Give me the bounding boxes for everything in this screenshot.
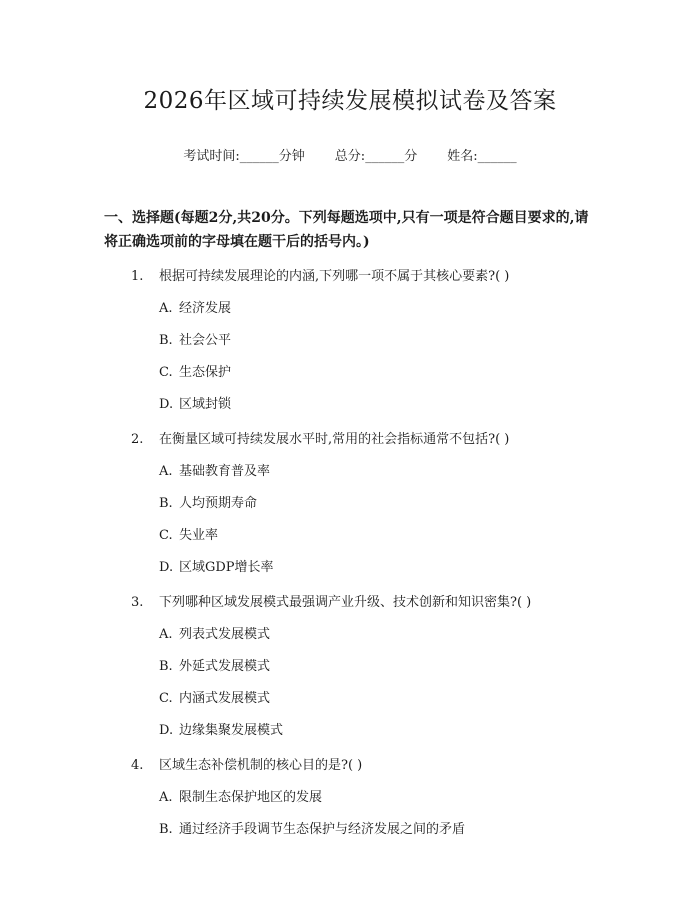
option-label: B. xyxy=(159,496,173,511)
question-text: 区域生态补偿机制的核心目的是?( ) xyxy=(159,758,363,773)
question-4 xyxy=(104,754,596,842)
option-label: A. xyxy=(159,301,173,316)
name-label: 姓名: xyxy=(447,149,478,164)
question-stem xyxy=(104,265,596,289)
option-label: B. xyxy=(159,333,173,348)
option-text: 基础教育普及率 xyxy=(179,464,271,479)
option-text: 社会公平 xyxy=(179,333,232,348)
question-number: 1. xyxy=(131,269,144,284)
option-d xyxy=(104,393,596,417)
question-stem xyxy=(104,428,596,452)
option-d xyxy=(104,556,596,580)
option-c xyxy=(104,524,596,548)
option-a xyxy=(104,623,596,647)
option-c xyxy=(104,361,596,385)
option-label: D. xyxy=(159,560,174,575)
option-text: 人均预期寿命 xyxy=(179,496,258,511)
section-heading: 一、选择题(每题2分,共20分。下列每题选项中,只有一项是符合题目要求的,请将正确选项前的字母填在题干后的括号内。) xyxy=(104,210,589,250)
option-text: 生态保护 xyxy=(179,365,232,380)
option-text: 经济发展 xyxy=(179,301,232,316)
question-text: 在衡量区域可持续发展水平时,常用的社会指标通常不包括?( ) xyxy=(159,432,510,447)
option-b xyxy=(104,329,596,353)
option-text: 边缘集聚发展模式 xyxy=(179,723,284,738)
option-label: C. xyxy=(159,528,173,543)
option-a xyxy=(104,460,596,484)
option-text: 限制生态保护地区的发展 xyxy=(179,790,323,805)
option-d xyxy=(104,719,596,743)
total-score-unit: 分 xyxy=(404,149,418,164)
option-label: A. xyxy=(159,627,173,642)
option-a xyxy=(104,297,596,321)
option-label: B. xyxy=(159,659,173,674)
question-2 xyxy=(104,428,596,580)
question-stem xyxy=(104,754,596,778)
option-text: 区域封锁 xyxy=(179,397,232,412)
question-number: 3. xyxy=(131,595,144,610)
option-text: 内涵式发展模式 xyxy=(179,691,271,706)
total-score-blank: ______ xyxy=(365,149,405,164)
option-label: C. xyxy=(159,691,173,706)
question-text: 根据可持续发展理论的内涵,下列哪一项不属于其核心要素?( ) xyxy=(159,269,510,284)
question-3 xyxy=(104,591,596,743)
question-number: 4. xyxy=(131,758,144,773)
option-b xyxy=(104,655,596,679)
option-c xyxy=(104,687,596,711)
question-1 xyxy=(104,265,596,417)
exam-time-blank: ______ xyxy=(239,149,279,164)
name-blank: ______ xyxy=(477,149,517,164)
option-text: 通过经济手段调节生态保护与经济发展之间的矛盾 xyxy=(179,822,466,837)
page-title: 2026年区域可持续发展模拟试卷及答案 xyxy=(143,88,557,114)
option-a xyxy=(104,786,596,810)
option-text: 列表式发展模式 xyxy=(179,627,271,642)
option-label: A. xyxy=(159,464,173,479)
option-b xyxy=(104,492,596,516)
option-text: 区域GDP增长率 xyxy=(179,560,274,575)
option-label: D. xyxy=(159,723,174,738)
option-label: C. xyxy=(159,365,173,380)
question-stem xyxy=(104,591,596,615)
option-label: A. xyxy=(159,790,173,805)
option-text: 外延式发展模式 xyxy=(179,659,271,674)
option-text: 失业率 xyxy=(179,528,219,543)
exam-meta xyxy=(104,145,596,164)
option-label: D. xyxy=(159,397,174,412)
total-score-label: 总分: xyxy=(334,149,366,164)
option-b xyxy=(104,818,596,842)
exam-time-unit: 分钟 xyxy=(278,149,305,164)
question-number: 2. xyxy=(131,432,144,447)
exam-time-label: 考试时间: xyxy=(183,149,240,164)
question-text: 下列哪种区域发展模式最强调产业升级、技术创新和知识密集?( ) xyxy=(159,595,532,610)
option-label: B. xyxy=(159,822,173,837)
